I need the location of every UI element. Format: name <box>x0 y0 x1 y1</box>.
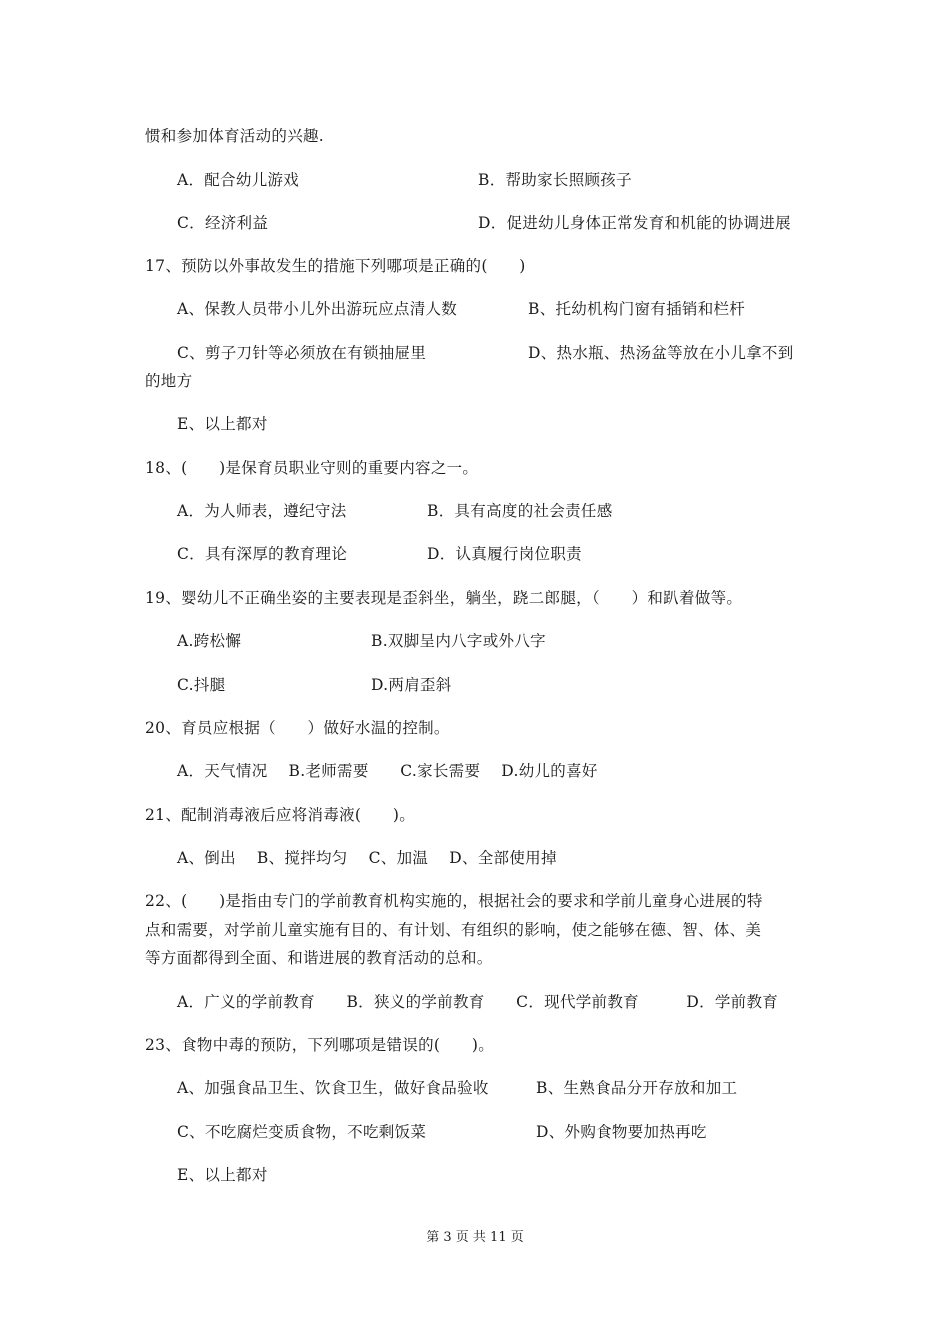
q23-option-a: A、加强食品卫生、饮食卫生，做好食品验收 <box>177 1079 489 1097</box>
q21-options: A、倒出 B、搅拌均匀 C、加温 D、全部使用掉 <box>177 849 557 867</box>
q18-option-c: C．具有深厚的教育理论 <box>177 545 348 563</box>
q22-stem-line-2: 点和需要，对学前儿童实施有目的、有计划、有组织的影响，使之能够在德、智、体、美 <box>145 921 762 939</box>
q19-option-a: A.跨松懈 <box>177 632 242 650</box>
q19-option-d: D.两肩歪斜 <box>371 676 452 694</box>
q18-option-b: B．具有高度的社会责任感 <box>427 502 613 520</box>
q22-stem-line-1: 22、( )是指由专门的学前教育机构实施的，根据社会的要求和学前儿童身心进展的特 <box>145 892 763 910</box>
q20-options: A．天气情况 B.老师需要 C.家长需要 D.幼儿的喜好 <box>177 762 598 780</box>
q18-option-a: A．为人师表，遵纪守法 <box>177 502 347 520</box>
q16-option-a: A．配合幼儿游戏 <box>177 171 300 189</box>
q18-stem: 18、( )是保育员职业守则的重要内容之一。 <box>145 459 479 477</box>
q17-stem: 17、预防以外事故发生的措施下列哪项是正确的( ) <box>145 257 526 275</box>
q23-option-c: C、不吃腐烂变质食物，不吃剩饭菜 <box>177 1123 427 1141</box>
q19-option-c: C.抖腿 <box>177 676 226 694</box>
q23-option-d: D、外购食物要加热再吃 <box>536 1123 707 1141</box>
q16-option-b: B．帮助家长照顾孩子 <box>478 171 632 189</box>
q18-option-d: D．认真履行岗位职责 <box>427 545 582 563</box>
q17-option-d-continuation: 的地方 <box>145 372 193 390</box>
q23-option-b: B、生熟食品分开存放和加工 <box>536 1079 738 1097</box>
q17-option-a: A、保教人员带小儿外出游玩应点清人数 <box>177 300 458 318</box>
q17-option-c: C、剪子刀针等必须放在有锁抽屉里 <box>177 344 427 362</box>
q17-option-b: B、托幼机构门窗有插销和栏杆 <box>528 300 746 318</box>
q17-option-d: D、热水瓶、热汤盆等放在小儿拿不到 <box>528 344 794 362</box>
q19-option-b: B.双脚呈内八字或外八字 <box>371 632 546 650</box>
q19-stem: 19、婴幼儿不正确坐姿的主要表现是歪斜坐，躺坐，跷二郎腿，（ ）和趴着做等。 <box>145 589 743 607</box>
q22-options: A．广义的学前教育 B．狭义的学前教育 C．现代学前教育 D．学前教育 <box>177 993 779 1011</box>
q17-option-e: E、以上都对 <box>177 415 268 433</box>
q22-stem-line-3: 等方面都得到全面、和谐进展的教育活动的总和。 <box>145 949 493 967</box>
q20-stem: 20、育员应根据（ ）做好水温的控制。 <box>145 719 450 737</box>
q16-option-d: D．促进幼儿身体正常发育和机能的协调进展 <box>478 214 791 232</box>
q16-stem-continuation: 惯和参加体育活动的兴趣. <box>145 127 325 145</box>
q23-option-e: E、以上都对 <box>177 1166 268 1184</box>
q23-stem: 23、食物中毒的预防，下列哪项是错误的( )。 <box>145 1036 495 1054</box>
page-number-footer: 第 3 页 共 11 页 <box>426 1230 524 1245</box>
q16-option-c: C．经济利益 <box>177 214 269 232</box>
q21-stem: 21、配制消毒液后应将消毒液( )。 <box>145 806 416 824</box>
